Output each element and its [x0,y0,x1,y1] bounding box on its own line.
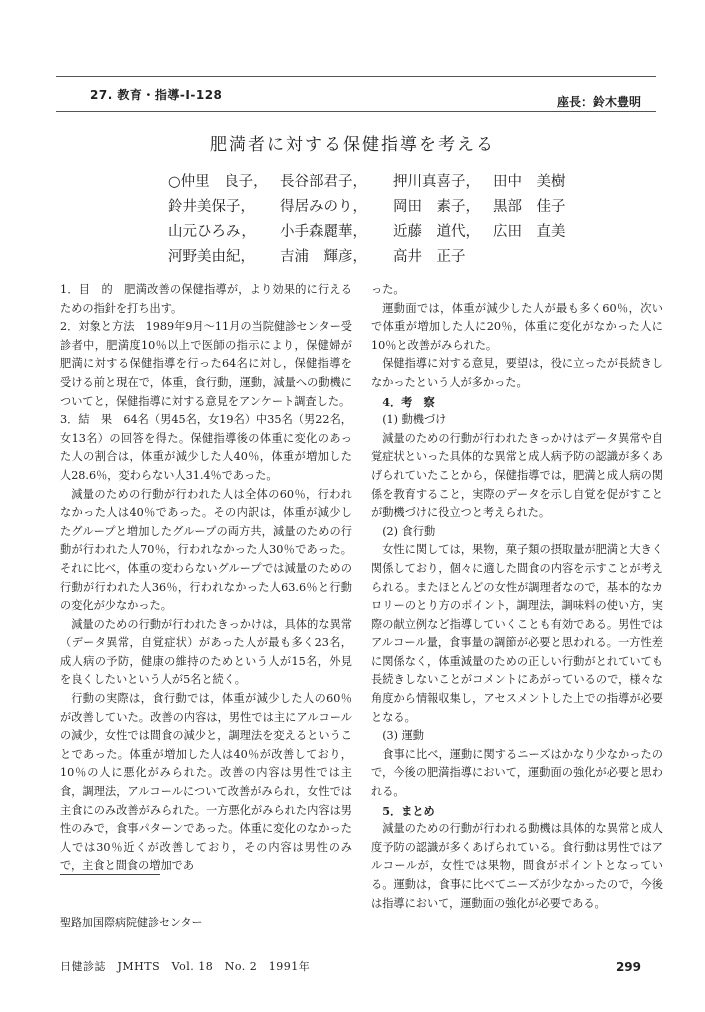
author-name [493,245,583,270]
author-name: 長谷部君子， [280,174,367,190]
paragraph: 減量のための行動が行われる動機は具体的な異常と成人度予防の認識が多くあげられている。食行動は男性ではアルコールが，女性では果物，間食がポイントとなっている。運動は，食事に比べてニーズが少なかったので，今後は指導において，運動面の強化が必要である。 [371,822,663,910]
author-name: 高井 正子 [393,249,466,265]
author-name: 広田 直美 [493,224,566,240]
paragraph: 5．まとめ [382,803,435,818]
right-column [371,281,663,913]
paragraph: 女性に関しては，果物，菓子類の摂取量が肥満と大きく関係しており，個々に適した間食の内容を示すことが考えられる。またほとんどの女性が調理者なので，基本的なカロリーのとり方のポイント，調理法，調味料の使い方，実際の献立例など指導していくことも有効である。男性ではアルコール量，食事量の調節が必要と思われる。一方性差に関係なく，体重減量のための正しい行動がとれていても長続きしないことがコメントにあがっているので，様々な角度から情報収集し，アセスメントした上での指導が必要となる。 [371,543,663,724]
author-name: 近藤 道代， [393,224,480,240]
paragraph: 減量のための行動が行われた人は全体の60％，行われなかった人は40％であった。その内訳は，体重が減少したグループと増加したグループの両方共，減量のための行動が行われた人70％，行われなかった人30％であった。それに比べ，体重の変わらないグループでは減量のための行動が行われた人36％，行われなかった人63.6％と行動の変化が少なかった。 [60,487,352,613]
header-rule-top [56,76,656,77]
author-name: 吉浦 輝彦， [280,249,367,265]
journal-citation: 日健診誌 JMHTS Vol. 18 No. 2 1991年 [60,960,311,973]
session-label: 27. 教育・指導‐Ⅰ‐128 [90,88,223,102]
paragraph: (2) 食行動 [382,524,436,538]
author-name: 鈴井美保子， [168,199,255,215]
author-row [168,170,583,195]
author-name: 山元ひろみ， [168,224,256,240]
author-row [168,220,583,245]
header-rule-bottom [56,111,656,112]
paragraph: 食事に比べ，運動に関するニーズはかなり少なかったので，今後の肥満指導において，運動面の強化が必要と思われる。 [371,747,663,799]
paragraph: (3) 運動 [382,729,424,743]
paragraph: 減量のための行動が行われたきっかけは，具体的な異常（データ異常，自覚症状）があった人が最も多く23名，成人病の予防，健康の維持のためという人が15名，外見を良くしたいという人が5名と続く。 [60,617,352,687]
author-row [168,195,583,220]
author-name: 押川真喜子， [393,174,480,190]
author-name: 田中 美樹 [493,174,566,190]
author-row [168,245,583,270]
paragraph: (1) 動機づけ [382,413,447,427]
paragraph: 4．考 察 [382,394,435,409]
author-name: 河野美由紀， [168,249,255,265]
left-column [60,281,352,876]
affiliation: 聖路加国際病院健診センター [60,916,203,929]
author-name: 岡田 素子， [393,199,480,215]
paragraph: 保健指導に対する意見，要望は，役に立ったが長続きしなかったという人が多かった。 [371,357,663,389]
author-name: 小手森麗華， [280,224,367,240]
paragraph: 1．目 的 肥満改善の保健指導が，より効果的に行えるための指針を打ち出す。 [60,283,352,315]
footnote-rule [60,874,160,875]
paragraph: 運動面では，体重が減少した人が最も多く60％，次いで体重が増加した人に20％，体重に変化がなかった人に10％と改善がみられた。 [371,301,663,352]
paper-title: 肥満者に対する保健指導を考える [210,135,495,155]
paragraph: 行動の実際は，食行動では，体重が減少した人の60％が改善していた。改善の内容は，男性では主にアルコールの減少，女性では間食の減少と，調理法を変えるということであった。体重が増加した人は40％が改善しており，10％の人に悪化がみられた。改善の内容は男性では主食，調理法，アルコールについて改善がみられ，女性では主食にのみ改善がみられた。一方悪化がみられた内容は男性のみで，食事パターンであった。体重に変化のなかった人では30％近くが改善しており，その内容は男性のみで，主食と間食の増加であ [60,692,352,873]
page-number: 299 [615,960,641,974]
paragraph: 3．結 果 64名（男45名，女19名）中35名（男22名，女13名）の回答を得た。保健指導後の体重に変化のあった人の割合は，体重が減少した人40％，体重が増加した人28.6％，変わらない人31.4％であった。 [60,413,352,482]
author-name: 黒部 佳子 [493,199,566,215]
chair-label: 座長：鈴木豊明 [556,95,641,109]
author-name: ○仲里 良子， [168,174,268,190]
paragraph: った。 [371,283,405,296]
author-name: 得居みのり， [280,199,367,215]
paragraph: 減量のための行動が行われたきっかけはデータ異常や自覚症状といった具体的な異常と成人病予防の認識が多くあげられていたことから，保健指導では，肥満と成人病の関係を教育すること，実際のデータを示し自覚を促がすことが動機づけに役立つと考えられた。 [371,431,663,520]
author-list [168,170,583,270]
paragraph: 2．対象と方法 1989年9月〜11月の当院健診センター受診者中，肥満度10％以上で医師の指示により，保健婦が肥満に対する保健指導を行った64名に対し，保健指導を受ける前と現在で，体重，食行動，運動，減量への動機についてと，保健指導に対する意見をアンケート調査した。 [60,320,352,408]
